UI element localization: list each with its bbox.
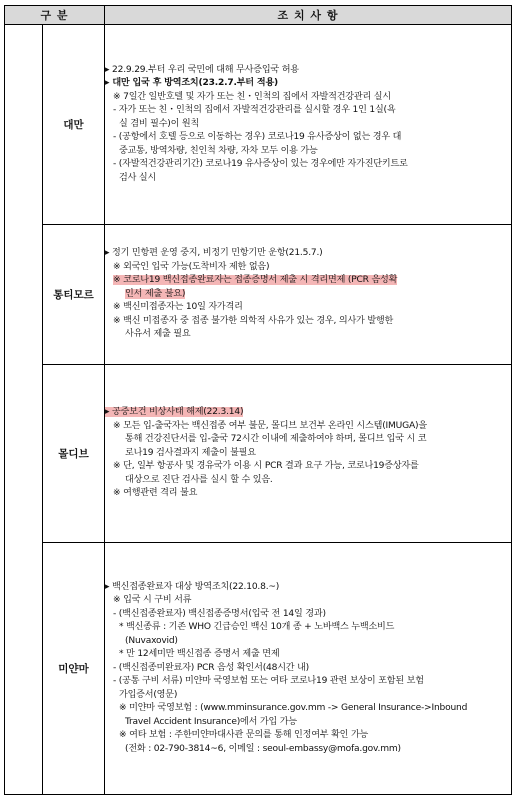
list-item: 가입증서(영문) [119, 689, 178, 700]
list-item: - (공통 구비 서류) 미얀마 국영보험 또는 여타 코로나19 관련 보상이 포함된 보험 [113, 676, 424, 687]
country-cell: 통티모르 [43, 225, 105, 365]
blank-category-cell [5, 25, 43, 795]
measures-table [4, 5, 512, 795]
list-item: ▸ 백신접종완료자 대상 방역조치(22.10.8.~) [105, 581, 280, 592]
list-item: ※ 백신 미접종자 중 접종 불가한 의학적 사유가 있는 경우, 의사가 발행한 [113, 315, 394, 326]
list-item: ※ 입국 시 구비 서류 [113, 595, 192, 606]
list-item: ※ 외국인 입국 가능(도착비자 제한 없음) [113, 261, 270, 272]
table-row [5, 365, 512, 543]
list-item: ▸ 정기 민항편 운영 중지, 비정기 민항기만 운항(21.5.7.) [105, 248, 323, 259]
list-item: 검사 실시 [119, 172, 157, 183]
list-item: - (백신접종미완료자) PCR 음성 확인서(48시간 내) [113, 662, 310, 673]
list-item: - (자발적건강관리기간) 코로나19 유사증상이 있는 경우에만 자가진단키트로 [113, 159, 408, 170]
list-item: 대상으로 진단 검사를 실시 할 수 있음. [125, 474, 273, 485]
list-item: ※ 7일간 일반호텔 및 자가 또는 친・인척의 집에서 자발적건강관리 실시 [113, 91, 391, 102]
country-cell: 대만 [43, 25, 105, 225]
list-item: 통해 건강진단서를 입-출국 72시간 이내에 제출하여야 하며, 몰디브 입국 시 코 [125, 434, 427, 445]
measures-cell [105, 543, 512, 795]
list-item: - 자가 또는 친・인척의 집에서 자발적건강관리를 실시할 경우 1인 1실(욕 [113, 105, 396, 116]
table-row [5, 25, 512, 225]
list-item: 중교통, 방역차량, 친인척 차량, 자차 모두 이용 가능 [119, 145, 318, 156]
country-cell: 몰디브 [43, 365, 105, 543]
list-item: 사유서 제출 필요 [125, 329, 191, 340]
country-cell: 미얀마 [43, 543, 105, 795]
header-measures: 조 치 사 항 [105, 6, 512, 25]
list-item: Travel Accident Insurance)에서 가입 가능 [125, 716, 297, 727]
list-item: (Nuvaxovid) [125, 635, 178, 646]
highlighted-text: ▸ 공중보건 비상사태 해제(22.3.14) [105, 407, 244, 418]
list-item: ※ 단, 일부 항공사 및 경유국가 이용 시 PCR 결과 요구 가능, 코로나19증상자를 [113, 461, 419, 472]
list-item: * 백신종류 : 기존 WHO 긴급승인 백신 10개 종 + 노바백스 누백소비드 [119, 622, 395, 633]
measures-cell [105, 365, 512, 543]
list-item: (전화 : 02-790-3814~6, 이메일 : seoul-embassy@mofa.gov.mm) [125, 743, 401, 754]
table-header-row [5, 6, 512, 25]
list-item: ▸ 대만 입국 후 방역조치(23.2.7.부터 적용) [105, 78, 278, 89]
list-item: ※ 백신미접종자는 10일 자가격리 [113, 302, 243, 313]
list-item: - (백신접종완료자) 백신접종증명서(입국 전 14일 경과) [113, 608, 326, 619]
measures-cell [105, 225, 512, 365]
link-line[interactable]: ※ 미얀마 국영보험 : (www.mminsurance.gov.mm -> General Insurance->Inbound [119, 703, 468, 714]
header-category: 구 분 [5, 6, 105, 25]
list-item: 실 겸비 필수)이 원칙 [119, 118, 200, 129]
table-row [5, 543, 512, 795]
measures-cell [105, 25, 512, 225]
list-item: 로나19 검사결과지 제출이 불필요 [125, 447, 256, 458]
list-item: * 만 12세미만 백신접종 증명서 제출 면제 [119, 649, 280, 660]
list-item: ※ 여타 보험 : 주한미얀마대사관 문의를 통해 인정여부 확인 가능 [119, 730, 369, 741]
list-item: ▸ 22.9.29.부터 우리 국민에 대해 무사증입국 허용 [105, 64, 299, 75]
list-item: - (공항에서 호텔 등으로 이동하는 경우) 코로나19 유사증상이 없는 경우 대 [113, 132, 402, 143]
highlighted-text: ※ 코로나19 백신접종완료자는 접종증명서 제출 시 격리면제 (PCR 음성확 [113, 275, 398, 286]
list-item: ※ 여행관련 격리 불요 [113, 488, 198, 499]
highlighted-text: 인서 제출 불요) [125, 288, 186, 299]
table-row [5, 225, 512, 365]
list-item: ※ 모든 입-출국자는 백신접종 여부 불문, 몰디브 보건부 온라인 시스템(IMUGA)을 [113, 420, 427, 431]
